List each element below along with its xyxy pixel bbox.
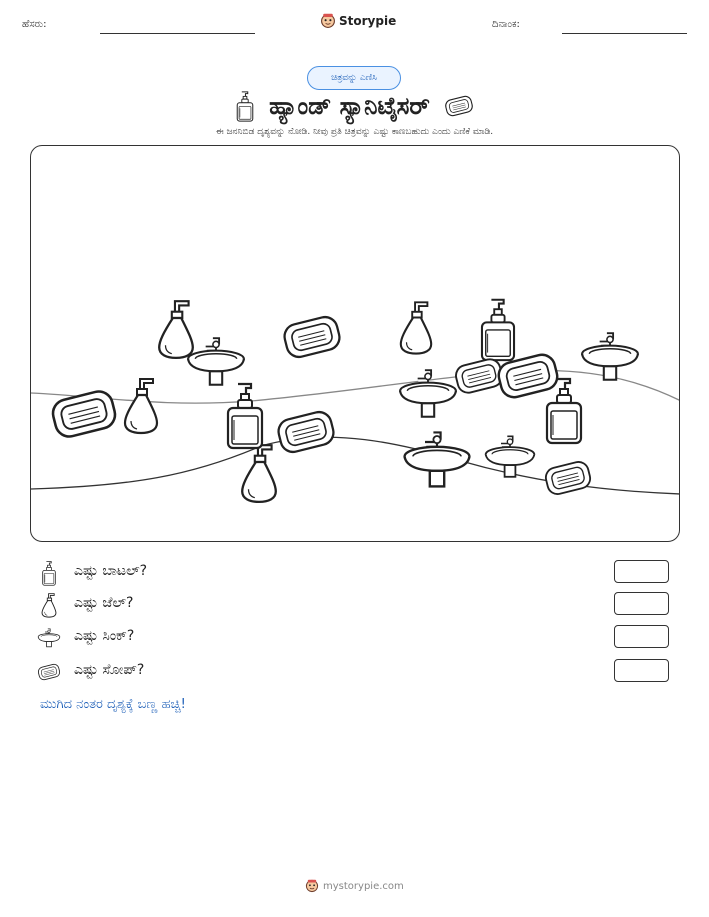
activity-badge: ಚಿತ್ರವನ್ನು ಎಣಿಸಿ bbox=[307, 66, 401, 90]
scene-illustration bbox=[31, 146, 680, 542]
gel-icon bbox=[242, 445, 276, 502]
bottle-icon bbox=[37, 560, 61, 586]
sink-icon bbox=[486, 436, 535, 477]
sink-icon bbox=[188, 338, 244, 385]
soap-icon bbox=[444, 94, 474, 118]
soap-icon bbox=[454, 357, 504, 395]
instructions: ಈ ಜನನಿಬಿಡ ದೃಶ್ಯವನ್ನು ನೋಡಿ. ನೀವು ಪ್ರತಿ ಚಿತ್ರವನ್ನು ಎಷ್ಟು ಕಾಣಬಹುದು ಎಂದು ಎಣಿಕೆ ಮಾಡಿ. bbox=[215, 127, 494, 137]
site-url: mystorypie.com bbox=[323, 880, 404, 892]
gel-icon bbox=[125, 379, 157, 433]
question-text: ಎಷ್ಟು ಸಿಂಕ್? bbox=[74, 628, 135, 644]
question-row bbox=[37, 659, 677, 685]
date-label: ದಿನಾಂಕ: bbox=[492, 19, 520, 30]
coloring-note: ಮುಗಿದ ನಂತರ ದೃಶ್ಯಕ್ಕೆ ಬಣ್ಣ ಹಚ್ಚಿ! bbox=[40, 697, 186, 712]
question-row bbox=[37, 560, 677, 586]
bottle-icon bbox=[228, 384, 262, 448]
name-label: ಹೆಸರು: bbox=[22, 19, 47, 30]
site-footer bbox=[305, 879, 404, 893]
sink-icon bbox=[405, 432, 470, 486]
name-field-line[interactable] bbox=[100, 33, 255, 34]
question-text: ಎಷ್ಟು ಜೆಲ್? bbox=[74, 595, 134, 611]
page-title: ಹ್ಯಾಂಡ್ ಸ್ಯಾನಿಟೈಸರ್ bbox=[269, 92, 430, 120]
sink-icon bbox=[400, 370, 456, 417]
mascot-icon bbox=[305, 879, 319, 893]
sink-icon bbox=[37, 625, 61, 651]
title-row bbox=[0, 88, 709, 124]
answer-box[interactable] bbox=[614, 659, 669, 682]
question-text: ಎಷ್ಟು ಸೋಪ್? bbox=[74, 662, 145, 678]
brand-logo bbox=[320, 13, 396, 29]
answer-box[interactable] bbox=[614, 625, 669, 648]
mascot-icon bbox=[320, 13, 336, 29]
soap-icon bbox=[276, 409, 336, 454]
counting-scene bbox=[30, 145, 680, 542]
sink-icon bbox=[582, 333, 638, 380]
bottle-icon bbox=[235, 90, 255, 122]
bottle-icon bbox=[547, 379, 581, 443]
gel-icon bbox=[401, 302, 431, 353]
brand-name: Storypie bbox=[339, 14, 397, 28]
question-text: ಎಷ್ಟು ಬಾಟಲ್? bbox=[74, 563, 148, 579]
question-row bbox=[37, 625, 677, 651]
soap-icon bbox=[282, 314, 342, 359]
soap-icon bbox=[50, 389, 118, 440]
gel-icon bbox=[159, 301, 193, 358]
date-field-line[interactable] bbox=[562, 33, 687, 34]
gel-icon bbox=[37, 592, 61, 618]
soap-icon bbox=[544, 460, 592, 496]
question-row bbox=[37, 592, 677, 618]
soap-icon bbox=[37, 659, 61, 685]
answer-box[interactable] bbox=[614, 560, 669, 583]
bottle-icon bbox=[482, 300, 514, 360]
answer-box[interactable] bbox=[614, 592, 669, 615]
